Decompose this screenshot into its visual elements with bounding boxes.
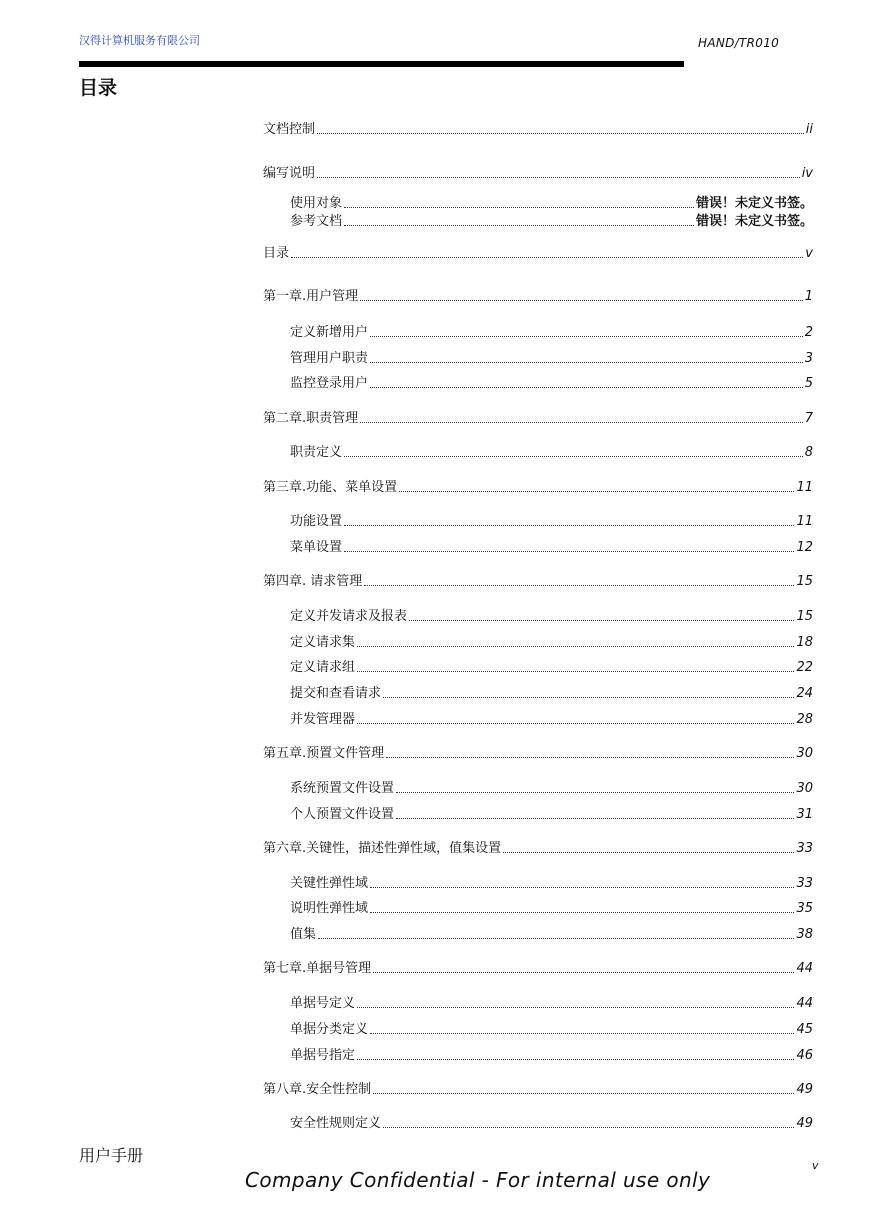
toc-section-entry[interactable] xyxy=(290,1048,813,1064)
toc-entry-page: 45 xyxy=(796,1022,813,1037)
toc-entry-page: 15 xyxy=(796,574,813,589)
toc-leader-dots xyxy=(357,646,794,647)
toc-leader-dots xyxy=(370,387,803,388)
toc-leader-dots xyxy=(373,1093,794,1094)
toc-entry-label: 个人预置文件设置 xyxy=(290,807,395,822)
toc-entry-label: 第三章.功能、菜单设置 xyxy=(263,480,398,495)
toc-chapter-entry[interactable] xyxy=(263,841,813,857)
document-id: HAND/TR010 xyxy=(698,36,780,50)
toc-section-entry[interactable] xyxy=(290,1022,813,1038)
toc-entry-label: 并发管理器 xyxy=(290,712,356,727)
toc-entry-page: 15 xyxy=(796,609,813,624)
toc-entry-page: v xyxy=(805,246,813,261)
toc-leader-dots xyxy=(386,757,794,758)
toc-chapter-entry[interactable] xyxy=(263,289,813,305)
toc-section-entry[interactable] xyxy=(290,376,813,392)
toc-entry-label: 定义并发请求及报表 xyxy=(290,609,408,624)
toc-entry-page: 5 xyxy=(804,376,813,391)
toc-entry-label: 说明性弹性域 xyxy=(290,901,369,916)
toc-entry-page: 8 xyxy=(804,445,813,460)
toc-entry-label: 编写说明 xyxy=(263,166,316,181)
toc-leader-dots xyxy=(370,336,803,337)
toc-entry-label: 安全性规则定义 xyxy=(290,1116,382,1131)
toc-entry-label: 第五章.预置文件管理 xyxy=(263,746,385,761)
toc-entry-label: 定义请求集 xyxy=(290,635,356,650)
toc-leader-dots xyxy=(318,938,794,939)
toc-chapter-entry[interactable] xyxy=(263,961,813,977)
toc-chapter-entry[interactable] xyxy=(263,574,813,590)
toc-entry-label: 定义请求组 xyxy=(290,660,356,675)
toc-entry-label: 提交和查看请求 xyxy=(290,686,382,701)
toc-entry-page: 2 xyxy=(804,325,813,340)
toc-section-entry[interactable] xyxy=(290,540,813,556)
toc-entry-label: 监控登录用户 xyxy=(290,376,369,391)
toc-chapter-entry[interactable] xyxy=(263,746,813,762)
toc-entry-page: 28 xyxy=(796,712,813,727)
toc-section-entry[interactable] xyxy=(290,214,813,230)
toc-leader-dots xyxy=(370,362,803,363)
toc-entry-label: 目录 xyxy=(263,246,290,261)
page-title: 目录 xyxy=(79,77,118,99)
toc-entry-page: 49 xyxy=(796,1082,813,1097)
toc-leader-dots xyxy=(344,456,803,457)
toc-entry-page: 44 xyxy=(796,996,813,1011)
toc-entry-label: 使用对象 xyxy=(290,196,343,211)
toc-leader-dots xyxy=(344,225,694,226)
toc-leader-dots xyxy=(370,912,794,913)
toc-entry-page: 11 xyxy=(796,514,813,529)
toc-entry-label: 单据号定义 xyxy=(290,996,356,1011)
toc-leader-dots xyxy=(360,422,803,423)
toc-leader-dots xyxy=(396,818,794,819)
toc-entry-label: 定义新增用户 xyxy=(290,325,369,340)
toc-entry-label: 第七章.单据号管理 xyxy=(263,961,372,976)
toc-section-entry[interactable] xyxy=(290,609,813,625)
toc-section-entry[interactable] xyxy=(290,996,813,1012)
toc-entry-page: 49 xyxy=(796,1116,813,1131)
toc-entry-label: 第六章.关键性，描述性弹性域，值集设置 xyxy=(263,841,502,856)
toc-entry-label: 第二章.职责管理 xyxy=(263,411,359,426)
toc-leader-dots xyxy=(317,177,800,178)
toc-entry-label: 单据号指定 xyxy=(290,1048,356,1063)
toc-entry-page: 3 xyxy=(804,351,813,366)
toc-section-entry[interactable] xyxy=(290,325,813,341)
toc-entry-page: 1 xyxy=(804,289,813,304)
toc-entry-page: 12 xyxy=(796,540,813,555)
toc-entry-label: 管理用户职责 xyxy=(290,351,369,366)
toc-leader-dots xyxy=(370,887,794,888)
toc-chapter-entry[interactable] xyxy=(263,122,813,138)
toc-leader-dots xyxy=(383,1127,794,1128)
toc-section-entry[interactable] xyxy=(290,660,813,676)
toc-leader-dots xyxy=(357,1059,794,1060)
footer-page-number: v xyxy=(812,1159,819,1172)
toc-entry-label: 参考文档 xyxy=(290,214,343,229)
toc-entry-page: 11 xyxy=(796,480,813,495)
toc-entry-page: 31 xyxy=(796,807,813,822)
toc-entry-page: ii xyxy=(805,122,813,137)
toc-entry-label: 关键性弹性域 xyxy=(290,876,369,891)
toc-section-entry[interactable] xyxy=(290,927,813,943)
toc-leader-dots xyxy=(396,792,794,793)
toc-entry-page: 18 xyxy=(796,635,813,650)
toc-chapter-entry[interactable] xyxy=(263,1082,813,1098)
toc-entry-page: 33 xyxy=(796,841,813,856)
toc-leader-dots xyxy=(364,585,794,586)
toc-chapter-entry[interactable] xyxy=(263,411,813,427)
toc-entry-label: 值集 xyxy=(290,927,317,942)
toc-entry-page: 22 xyxy=(796,660,813,675)
toc-entry-page: 30 xyxy=(796,746,813,761)
company-name: 汉得计算机服务有限公司 xyxy=(79,34,200,47)
toc-entry-page: 错误！未定义书签。 xyxy=(695,214,813,229)
toc-entry-label: 系统预置文件设置 xyxy=(290,781,395,796)
toc-leader-dots xyxy=(360,300,803,301)
toc-leader-dots xyxy=(344,525,794,526)
toc-entry-label: 菜单设置 xyxy=(290,540,343,555)
toc-chapter-entry[interactable] xyxy=(263,246,813,262)
toc-entry-label: 文档控制 xyxy=(263,122,316,137)
toc-leader-dots xyxy=(344,207,694,208)
toc-leader-dots xyxy=(291,257,803,258)
toc-entry-label: 职责定义 xyxy=(290,445,343,460)
toc-leader-dots xyxy=(383,697,794,698)
toc-leader-dots xyxy=(357,723,794,724)
toc-leader-dots xyxy=(370,1033,794,1034)
toc-entry-page: 33 xyxy=(796,876,813,891)
toc-entry-page: 46 xyxy=(796,1048,813,1063)
toc-chapter-entry[interactable] xyxy=(263,166,813,182)
toc-section-entry[interactable] xyxy=(290,514,813,530)
toc-leader-dots xyxy=(409,620,794,621)
toc-entry-page: 38 xyxy=(796,927,813,942)
toc-leader-dots xyxy=(344,551,794,552)
toc-leader-dots xyxy=(503,852,794,853)
toc-entry-page: 7 xyxy=(804,411,813,426)
footer-manual-title: 用户手册 xyxy=(79,1146,144,1165)
toc-section-entry[interactable] xyxy=(290,901,813,917)
toc-section-entry[interactable] xyxy=(290,712,813,728)
toc-entry-page: 错误！未定义书签。 xyxy=(695,196,813,211)
toc-section-entry[interactable] xyxy=(290,807,813,823)
toc-section-entry[interactable] xyxy=(290,781,813,797)
toc-leader-dots xyxy=(357,671,794,672)
toc-entry-page: 24 xyxy=(796,686,813,701)
toc-entry-page: 44 xyxy=(796,961,813,976)
toc-leader-dots xyxy=(373,972,794,973)
toc-entry-label: 单据分类定义 xyxy=(290,1022,369,1037)
toc-leader-dots xyxy=(399,491,794,492)
toc-entry-label: 功能设置 xyxy=(290,514,343,529)
toc-chapter-entry[interactable] xyxy=(263,480,813,496)
toc-section-entry[interactable] xyxy=(290,876,813,892)
toc-section-entry[interactable] xyxy=(290,445,813,461)
toc-entry-label: 第八章.安全性控制 xyxy=(263,1082,372,1097)
toc-entry-label: 第一章.用户管理 xyxy=(263,289,359,304)
toc-leader-dots xyxy=(357,1007,794,1008)
toc-section-entry[interactable] xyxy=(290,1116,813,1132)
toc-section-entry[interactable] xyxy=(290,351,813,367)
toc-leader-dots xyxy=(317,133,804,134)
toc-entry-page: 30 xyxy=(796,781,813,796)
toc-section-entry[interactable] xyxy=(290,196,813,212)
footer-confidential: Company Confidential - For internal use only xyxy=(245,1168,711,1192)
toc-entry-page: iv xyxy=(801,166,813,181)
toc-section-entry[interactable] xyxy=(290,686,813,702)
toc-entry-label: 第四章. 请求管理 xyxy=(263,574,363,589)
toc-section-entry[interactable] xyxy=(290,635,813,651)
toc-entry-page: 35 xyxy=(796,901,813,916)
